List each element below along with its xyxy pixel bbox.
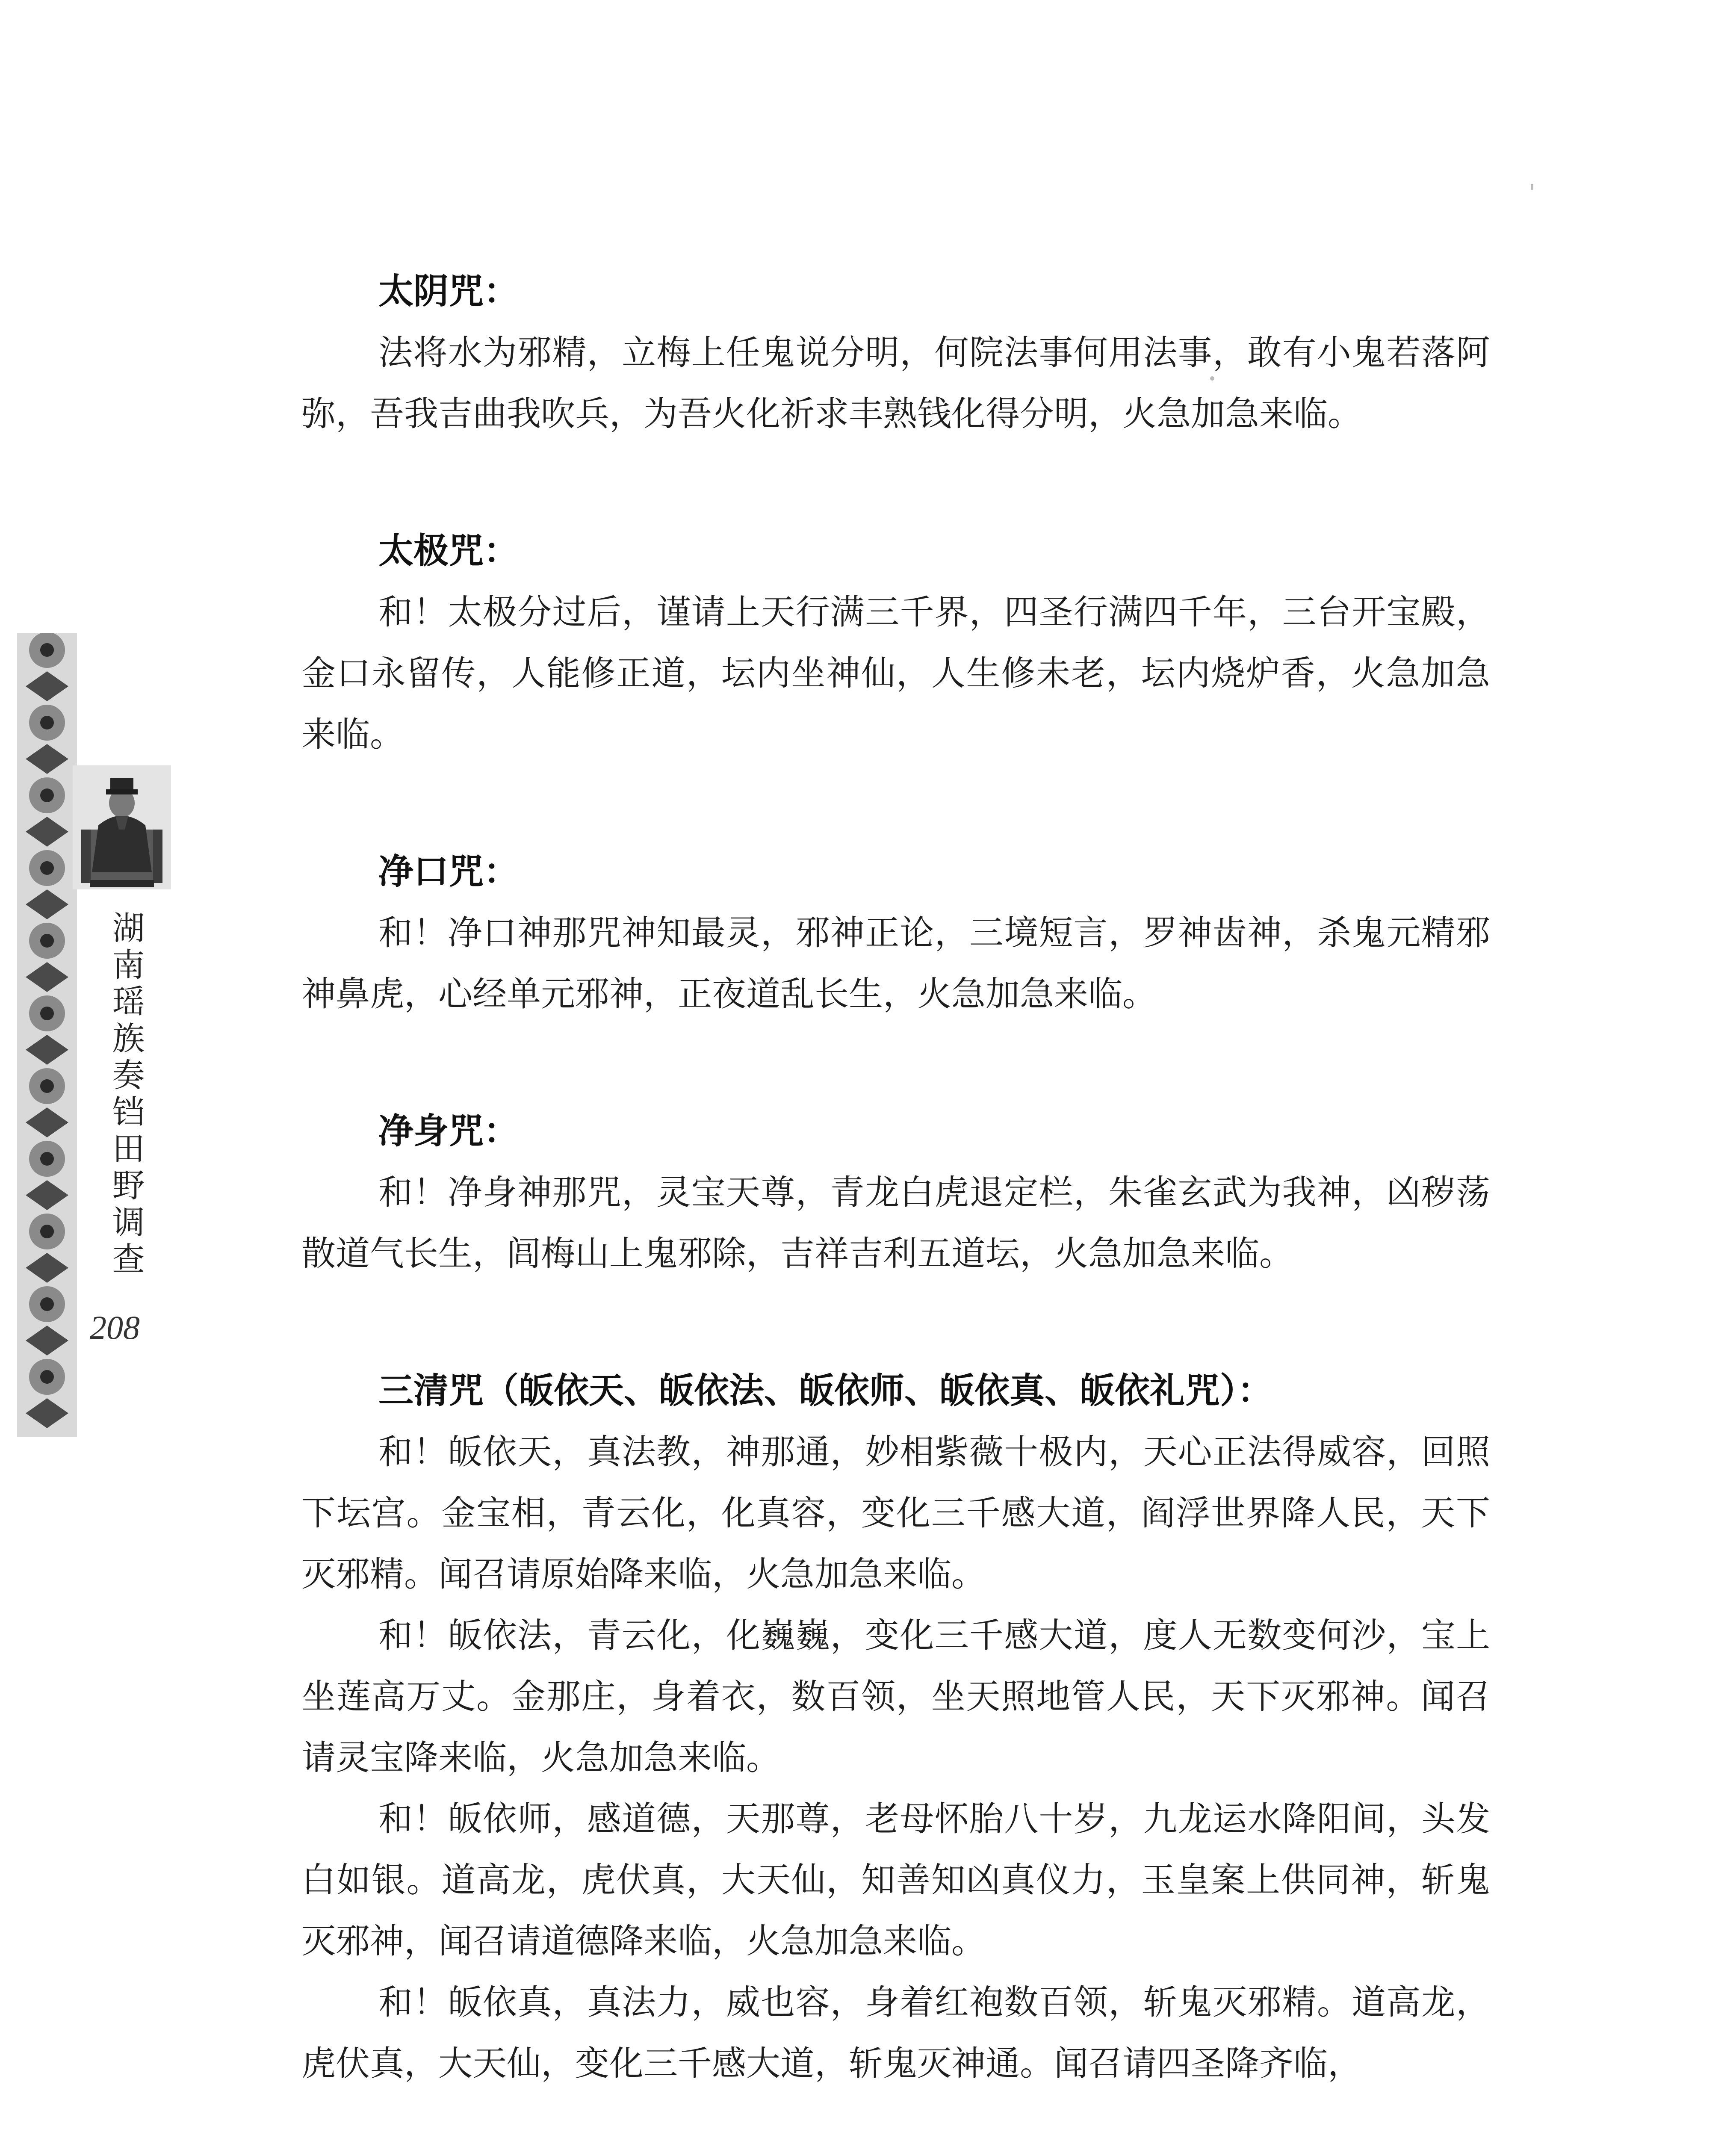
paragraph: 和！净口神那咒神知最灵，邪神正论，三境短言，罗神齿神，杀鬼元精邪神鼻虎，心经单元邪神，正夜道乱长生，火急加急来临。 xyxy=(301,913,1490,1014)
section-taiji-incantation xyxy=(301,520,1490,765)
section-jingkou-incantation xyxy=(301,841,1490,1025)
main-text xyxy=(301,261,1490,2138)
paragraph: 和！太极分过后，谨请上天行满三千界，四圣行满四千年，三台开宝殿，金口永留传，人能修正道，坛内坐神仙，人生修未老，坛内烧炉香，火急加急来临。 xyxy=(301,592,1490,754)
paragraph: 和！皈依天，真法教，神那通，妙相紫薇十极内，天心正法得威容，回照下坛宫。金宝相，青云化，化真容，变化三千感大道，阎浮世界降人民，天下灭邪精。闻召请原始降来临，火急加急来临。 xyxy=(301,1432,1490,1594)
scan-speck xyxy=(1210,376,1214,381)
section-heading: 太极咒： xyxy=(378,531,519,571)
scan-speck xyxy=(1531,184,1533,190)
paragraph: 和！皈依法，青云化，化巍巍，变化三千感大道，度人无数变何沙，宝上坐莲高万丈。金那庄，身着衣，数百领，坐天照地管人民，天下灭邪神。闻召请灵宝降来临，火急加急来临。 xyxy=(301,1615,1490,1778)
section-taiyin-incantation xyxy=(301,261,1490,444)
paragraph: 和！皈依师，感道德，天那尊，老母怀胎八十岁，九龙运水降阳间，头发白如银。道高龙，虎伏真，大天仙，知善知凶真仪力，玉皇案上供同神，斩鬼灭邪神，闻召请道德降来临，火急加急来临。 xyxy=(301,1799,1490,1961)
paragraph: 和！净身神那咒，灵宝天尊，青龙白虎退定栏，朱雀玄武为我神，凶秽荡散道气长生，闾梅山上鬼邪除，吉祥吉利五道坛，火急加急来临。 xyxy=(301,1172,1490,1273)
section-jingshen-incantation xyxy=(301,1101,1490,1284)
section-heading: 净身咒： xyxy=(378,1111,519,1152)
section-sanqing-incantation xyxy=(301,1360,1490,2094)
section-heading: 三清咒（皈依天、皈依法、皈依师、皈依真、皈依礼咒）： xyxy=(378,1370,1273,1411)
paragraph: 和！皈依真，真法力，威也容，身着红袍数百领，斩鬼灭邪精。道高龙，虎伏真，大天仙，变化三千感大道，斩鬼灭神通。闻召请四圣降齐临， xyxy=(301,1982,1490,2083)
decorative-border-band xyxy=(17,633,77,1437)
section-heading: 太阴咒： xyxy=(378,271,519,312)
section-heading: 净口咒： xyxy=(378,851,519,892)
vertical-book-title: 湖南瑶族奏铛田野调查 xyxy=(107,911,145,1279)
seated-deity-portrait xyxy=(73,765,171,889)
paragraph: 法将水为邪精，立梅上任鬼说分明，何院法事何用法事，敢有小鬼若落阿弥，吾我吉曲我吹兵，为吾火化祈求丰熟钱化得分明，火急加急来临。 xyxy=(301,333,1490,434)
page-number: 208 xyxy=(90,1309,140,1346)
